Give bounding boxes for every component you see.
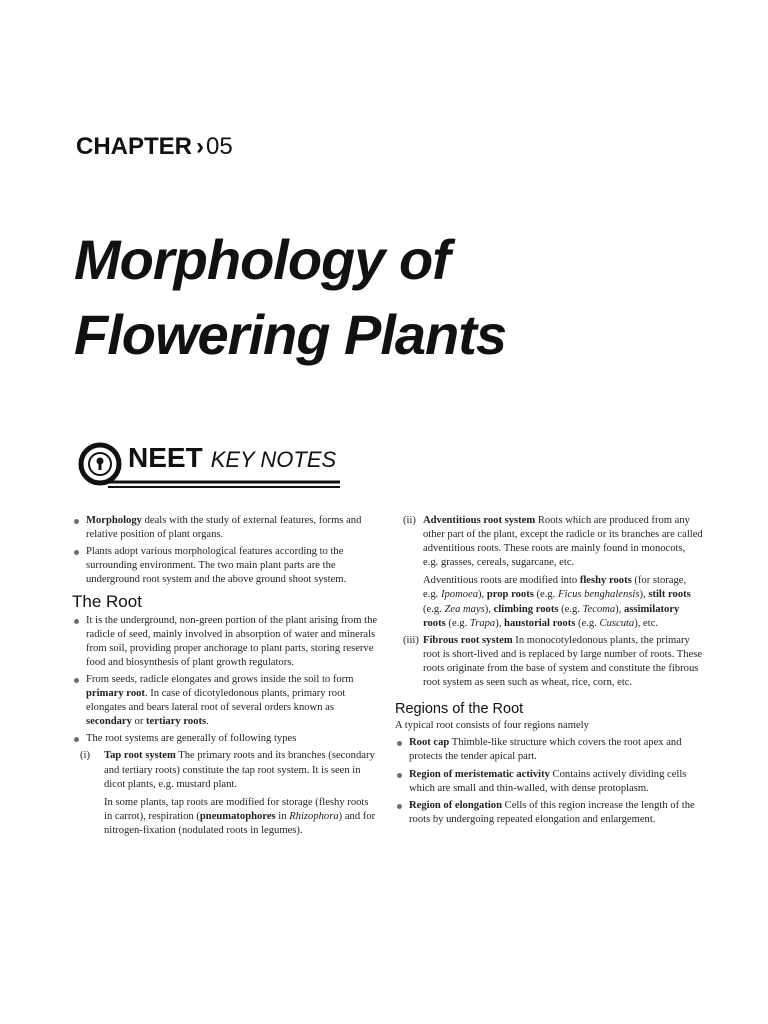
right-column — [395, 514, 703, 830]
section-heading-regions: Regions of the Root — [395, 701, 524, 718]
adventitious-root-item: (ii) Adventitious root system Roots which are produced from any other part of the plant, except the radicle or its branches are called adventitious roots. These roots are mainly found in monocots, e.g. grasses, cereals, sugarcane, etc. Adventitious roots are modified into fleshy roots (for storage, e.g. Ipomoea), prop roots (e.g. Ficus benghalensis), stilt roots (e.g. Zea mays), climbing roots (e.g. Tecoma), assimilatory roots (e.g. Trapa), haustorial roots (e.g. Cuscuta), etc. — [403, 515, 703, 629]
chapter-arrow-icon: › — [196, 133, 205, 160]
section-heading-the-root: The Root — [72, 592, 142, 612]
title-line-1: Morphology of — [74, 228, 450, 291]
chapter-word: CHAPTER — [76, 133, 193, 160]
list-item: Root cap Thimble-like structure which covers the root apex and protects the tender apical part. — [395, 736, 703, 764]
regions-list — [395, 736, 703, 827]
list-item: Plants adopt various morphological features according to the surrounding environment. The two main plant parts are the underground root system and the above ground shoot system. — [72, 545, 378, 587]
list-item: From seeds, radicle elongates and grows inside the soil to form primary root. In case of dicotyledonous plants, primary root elongates and bears lateral root of several orders known as secondary or tertiary roots. — [72, 673, 378, 729]
key-notes-label: KEY NOTES — [210, 447, 337, 472]
chapter-label — [76, 133, 233, 161]
tap-root-item: (i) Tap root system The primary roots and its branches (secondary and tertiary roots) constitute the tap root system. It is seen in dicot plants, e.g. mustard plant. In some plants, tap roots are modified for storage (fleshy roots in carrot), respiration (pneumatophores in Rhizophora) and for nitrogen-fixation (nodulated roots in legumes). — [80, 750, 376, 836]
chapter-number: 05 — [206, 133, 233, 160]
root-list — [72, 614, 378, 747]
page-title — [74, 222, 506, 372]
fibrous-root-item: (iii) Fibrous root system In monocotyledonous plants, the primary root is short-lived and is replaced by large number of roots. These roots originate from the base of system and constitute the fibrous root system as seen such as wheat, rice, corn, etc. — [403, 634, 703, 689]
neet-key-notes-badge — [78, 438, 348, 490]
title-line-2: Flowering Plants — [74, 303, 507, 366]
left-column — [72, 514, 378, 841]
list-item: Region of elongation Cells of this region increase the length of the roots by undergoing repeated elongation and enlargement. — [395, 799, 703, 827]
list-item: Region of meristematic activity Contains actively dividing cells which are small and thin-walled, with dense protoplasm. — [395, 768, 703, 796]
regions-intro: A typical root consists of four regions namely — [395, 720, 589, 732]
list-item: It is the underground, non-green portion of the plant arising from the radicle of seed, mainly involved in absorption of water and minerals from soil, providing proper anchorage to plant parts, storing reserve food and biosynthesis of plant growth regulators. — [72, 614, 378, 670]
neet-label: NEET — [128, 442, 203, 473]
list-item: Morphology deals with the study of external features, forms and relative position of plant organs. — [72, 514, 378, 542]
list-item: The root systems are generally of following types — [72, 732, 378, 746]
intro-list — [72, 514, 378, 587]
